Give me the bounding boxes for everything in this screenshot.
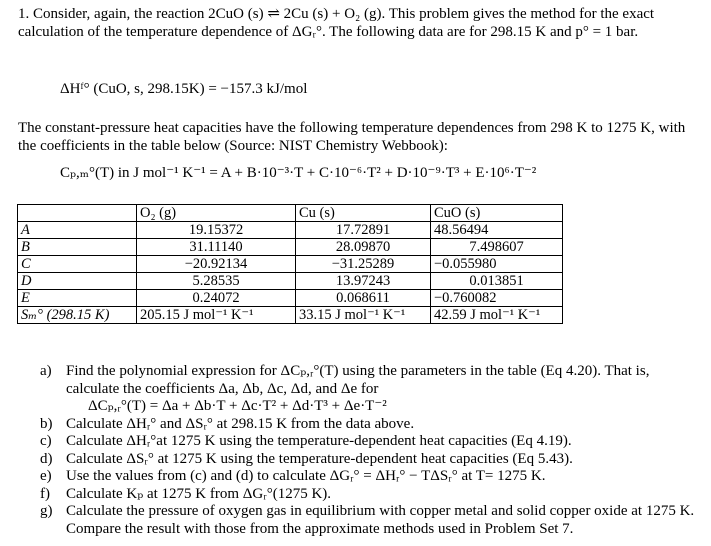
row-label: B [18, 239, 137, 256]
table-cell: −31.25289 [296, 256, 431, 273]
table-cell: 0.068611 [296, 290, 431, 307]
table-cell: 205.15 J mol⁻¹ K⁻¹ [137, 307, 296, 324]
table-cell: 31.11140 [137, 239, 296, 256]
part-text: Use the values from (c) and (d) to calculate ΔGᵣ° = ΔHᵣ° − TΔSᵣ° at T= 1275 K. [66, 468, 546, 484]
row-label: Sₘ° (298.15 K) [18, 307, 137, 324]
table-header-cell: CuO (s) [431, 205, 563, 222]
coefficient-table [17, 204, 563, 324]
table-cell: 0.013851 [431, 273, 563, 290]
part-text: Calculate Kₚ at 1275 K from ΔGᵣ°(1275 K). [66, 485, 332, 502]
table-row [18, 222, 563, 239]
table-cell: 19.15372 [137, 222, 296, 239]
table-cell: 13.97243 [296, 273, 431, 290]
table-row [18, 290, 563, 307]
table-header-cell: Cu (s) [296, 205, 431, 222]
part-marker: e) [40, 468, 52, 484]
question-part [40, 416, 705, 434]
table-cell: −0.760082 [431, 290, 563, 307]
table-cell: 7.498607 [431, 239, 563, 256]
table-cell: 33.15 J mol⁻¹ K⁻¹ [296, 307, 431, 324]
table-row [18, 273, 563, 290]
table-cell: 5.28535 [137, 273, 296, 290]
table-cell: 28.09870 [296, 239, 431, 256]
part-marker: f) [40, 485, 50, 502]
part-text: Calculate ΔHᵣ°at 1275 K using the temperature-dependent heat capacities (Eq 4.19). [66, 433, 572, 449]
part-marker: c) [40, 433, 52, 449]
table-row [18, 239, 563, 256]
question-part [40, 451, 705, 469]
row-label: E [18, 290, 137, 307]
part-formula: ΔCₚ,ᵣ°(T) = Δa + Δb·T + Δc·T² + Δd·T³ + Δe·T⁻² [88, 398, 387, 414]
table-cell: −0.055980 [431, 256, 563, 273]
question-part [40, 486, 705, 504]
problem-intro: 1. Consider, again, the reaction 2CuO (s) ⇌ 2Cu (s) + O₂ (g). This problem gives the method for the exact calculation of the temperature dependence of ΔGᵣ°. The following data are for 298.15 K and p° = 1 bar. [18, 6, 655, 40]
row-label: D [18, 273, 137, 290]
table-cell: 17.72891 [296, 222, 431, 239]
part-marker: g) [40, 503, 53, 519]
heat-capacity-intro: The constant-pressure heat capacities have the following temperature dependences from 298 K to 1275 K, with the coefficients in the table below (Source: NIST Chemistry Webbook): [18, 120, 686, 154]
table-row [18, 256, 563, 273]
part-marker: b) [40, 415, 53, 432]
question-part [40, 433, 705, 451]
row-label: C [18, 256, 137, 273]
part-text: Find the polynomial expression for ΔCₚ,ᵣ°(T) using the parameters in the table (Eq 4.20). That is, calculate the coefficients Δa, Δb, Δc, Δd, and Δe for [66, 363, 650, 397]
table-cell: 48.56494 [431, 222, 563, 239]
question-part [40, 363, 705, 416]
question-part [40, 503, 705, 538]
part-marker: a) [40, 363, 52, 379]
table-header-cell: O₂ (g) [137, 205, 296, 222]
table-cell: 42.59 J mol⁻¹ K⁻¹ [431, 307, 563, 324]
part-text: Calculate ΔSᵣ° at 1275 K using the temperature-dependent heat capacities (Eq 5.43). [66, 450, 573, 467]
row-label: A [18, 222, 137, 239]
part-text: Calculate the pressure of oxygen gas in equilibrium with copper metal and solid copper oxide at 1275 K. Compare the result with those from the approximate methods used in Problem Set 7. [66, 503, 695, 537]
heat-capacity-equation: Cₚ,ₘ°(T) in J mol⁻¹ K⁻¹ = A + B·10⁻³·T + C·10⁻⁶·T² + D·10⁻⁹·T³ + E·10⁶·T⁻² [60, 165, 537, 181]
question-parts [40, 363, 705, 538]
part-text: Calculate ΔHᵣ° and ΔSᵣ° at 298.15 K from the data above. [66, 415, 415, 432]
table-row [18, 307, 563, 324]
enthalpy-of-formation-line: ΔHᶠ° (CuO, s, 298.15K) = −157.3 kJ/mol [60, 81, 308, 97]
table-cell: 0.24072 [137, 290, 296, 307]
question-part [40, 468, 705, 486]
table-header-cell [18, 205, 137, 222]
table-cell: −20.92134 [137, 256, 296, 273]
table-header-row [18, 205, 563, 222]
part-marker: d) [40, 450, 53, 467]
